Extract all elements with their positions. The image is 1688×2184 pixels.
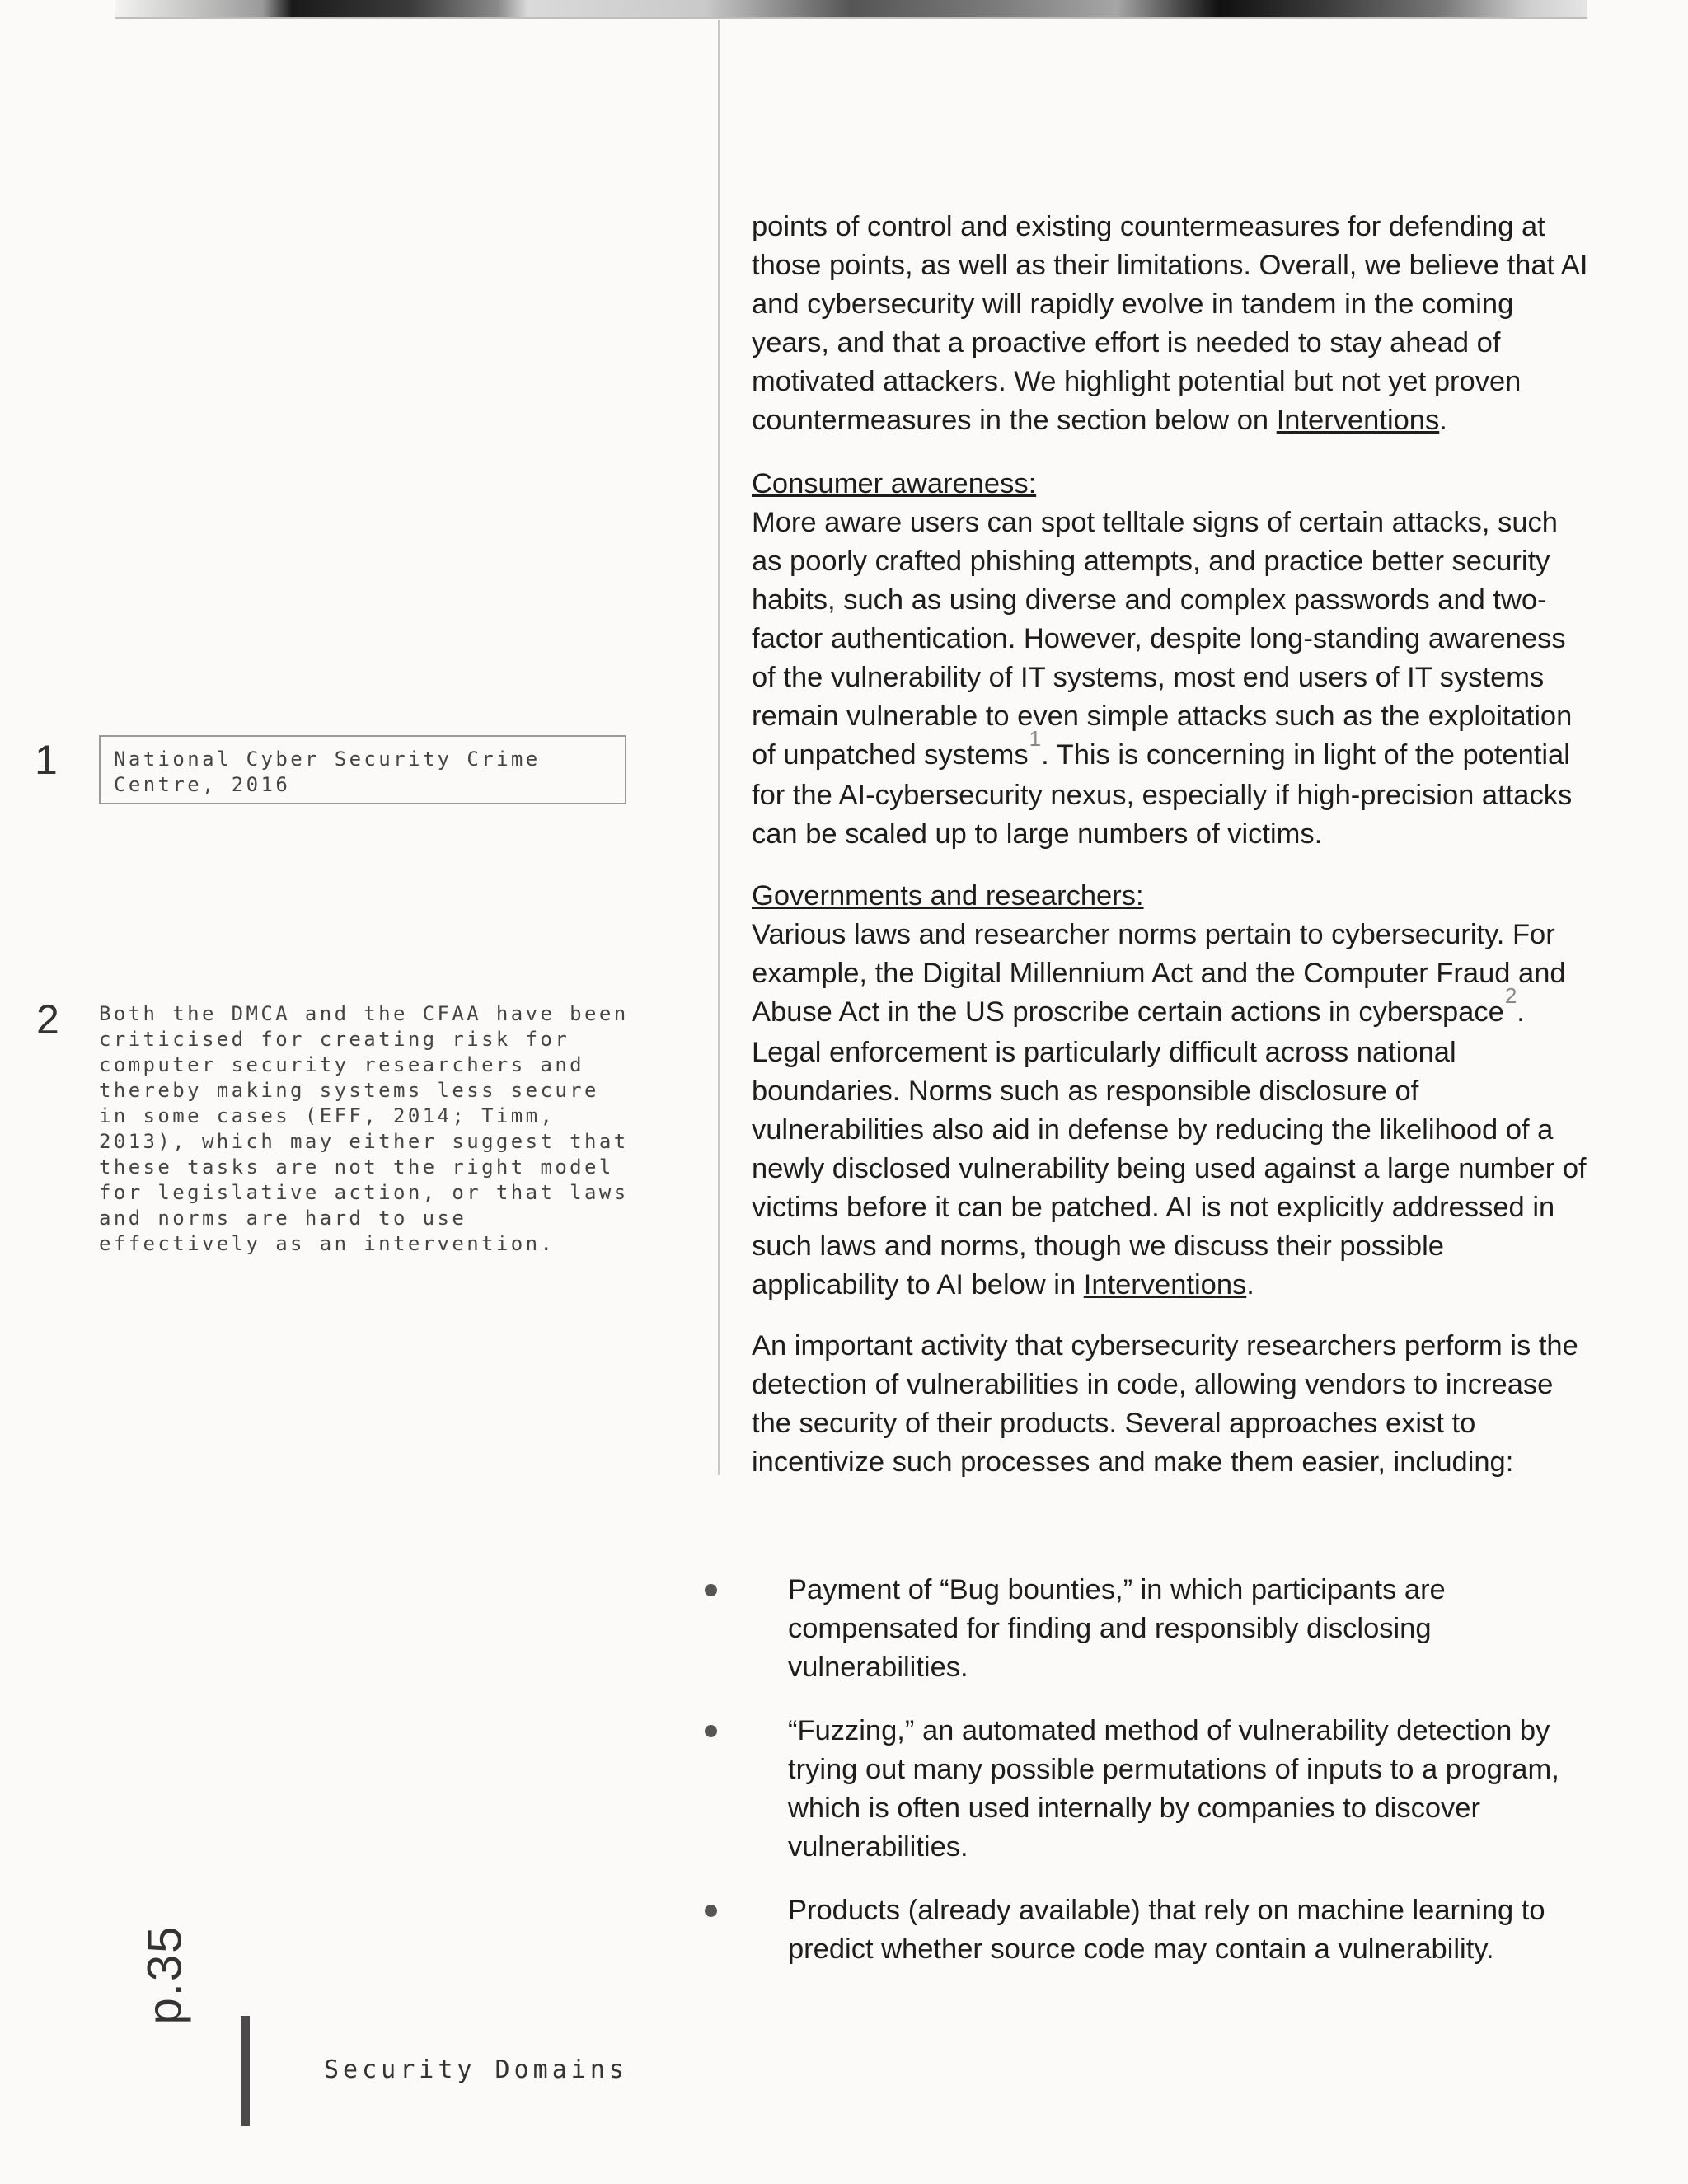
bullet-icon xyxy=(705,1905,717,1917)
interventions-link-2[interactable]: Interventions xyxy=(1083,1269,1247,1301)
column-divider xyxy=(718,20,720,1475)
governments-text: Various laws and researcher norms pertain to cybersecurity. For example, the Digital Millennium Act and the Computer Fraud and Abuse Act in the US proscribe certain actions in cyberspace xyxy=(752,919,1566,1028)
intro-tail: . xyxy=(1439,405,1447,436)
header-gradient-bar xyxy=(115,0,1587,18)
list-item xyxy=(701,1891,1599,1969)
interventions-link-1[interactable]: Interventions xyxy=(1276,405,1440,436)
consumer-awareness-heading: Consumer awareness: xyxy=(752,468,1037,499)
list-item xyxy=(701,1571,1599,1687)
footnote-number-1: 1 xyxy=(35,737,58,783)
approaches-list xyxy=(701,1571,1599,1994)
intro-text: points of control and existing countermeasures for defending at those points, as well as their limitations. Overall, we believe that AI and cybersecurity will rapidly evolve in tandem in the coming years, and that a proactive effort is needed to stay ahead of motivated attackers. We highlight potential but not yet proven countermeasures in the section below on xyxy=(752,211,1588,436)
header-rule xyxy=(115,17,1587,19)
governments-tail: . xyxy=(1246,1269,1254,1301)
list-item xyxy=(701,1712,1599,1867)
section-label: Security Domains xyxy=(324,2055,628,2084)
footnote-2: Both the DMCA and the CFAA have been criticised for creating risk for computer security researchers and thereby making systems less secure in some cases (EFF, 2014; Timm, 2013), which may either suggest that these tasks are not the right model for legislative action, or that laws and norms are hard to use effectively as an intervention. xyxy=(99,1002,629,1255)
consumer-awareness-section xyxy=(752,465,1592,854)
activity-text: An important activity that cybersecurity researchers perform is the detection of vulnerabilities in code, allowing vendors to increase the security of their products. Several approaches exist to incentivize such processes and make them easier, including: xyxy=(752,1330,1578,1478)
consumer-text: More aware users can spot telltale signs of certain attacks, such as poorly crafted phishing attempts, and practice better security habits, such as using diverse and complex passwords and two-factor authentication. However, despite long-standing awareness of the vulnerability of IT systems, most end users of IT systems remain vulnerable to even simple attacks such as the exploitation of unpatched systems xyxy=(752,507,1573,771)
governments-researchers-heading: Governments and researchers: xyxy=(752,880,1144,912)
footnote-ref-1[interactable]: 1 xyxy=(1029,726,1042,751)
governments-text-mid: . Legal enforcement is particularly difficult across national boundaries. Norms such as responsible disclosure of vulnerabilities also aid in defense by reducing the likelihood of a newly disclosed vulnerability being used against a large number of victims before it can be patched. AI is not explicitly addressed in such laws and norms, though we discuss their possible applicability to AI below in xyxy=(752,996,1587,1301)
intro-paragraph xyxy=(752,208,1592,440)
page-number: p.35 xyxy=(138,1924,192,2025)
governments-researchers-section xyxy=(752,877,1592,1305)
list-item-text: Products (already available) that rely on machine learning to predict whether source code may contain a vulnerability. xyxy=(788,1895,1545,1965)
list-item-text: Payment of “Bug bounties,” in which participants are compensated for finding and responsibly disclosing vulnerabilities. xyxy=(788,1574,1446,1683)
footer-rule xyxy=(241,2016,250,2126)
footnote-ref-2[interactable]: 2 xyxy=(1504,983,1517,1008)
list-item-text: “Fuzzing,” an automated method of vulnerability detection by trying out many possible permutations of inputs to a program, which is often used internally by companies to discover vulnerabilities. xyxy=(788,1715,1559,1863)
bullet-icon xyxy=(705,1584,717,1596)
consumer-text-end: . This is concerning in light of the potential for the AI-cybersecurity nexus, especially if high-precision attacks can be scaled up to large numbers of victims. xyxy=(752,739,1573,850)
footnote-number-2: 2 xyxy=(36,996,59,1043)
activity-paragraph xyxy=(752,1327,1592,1482)
footnote-1: National Cyber Security Crime Centre, 2016 xyxy=(99,735,626,804)
bullet-icon xyxy=(705,1725,717,1737)
